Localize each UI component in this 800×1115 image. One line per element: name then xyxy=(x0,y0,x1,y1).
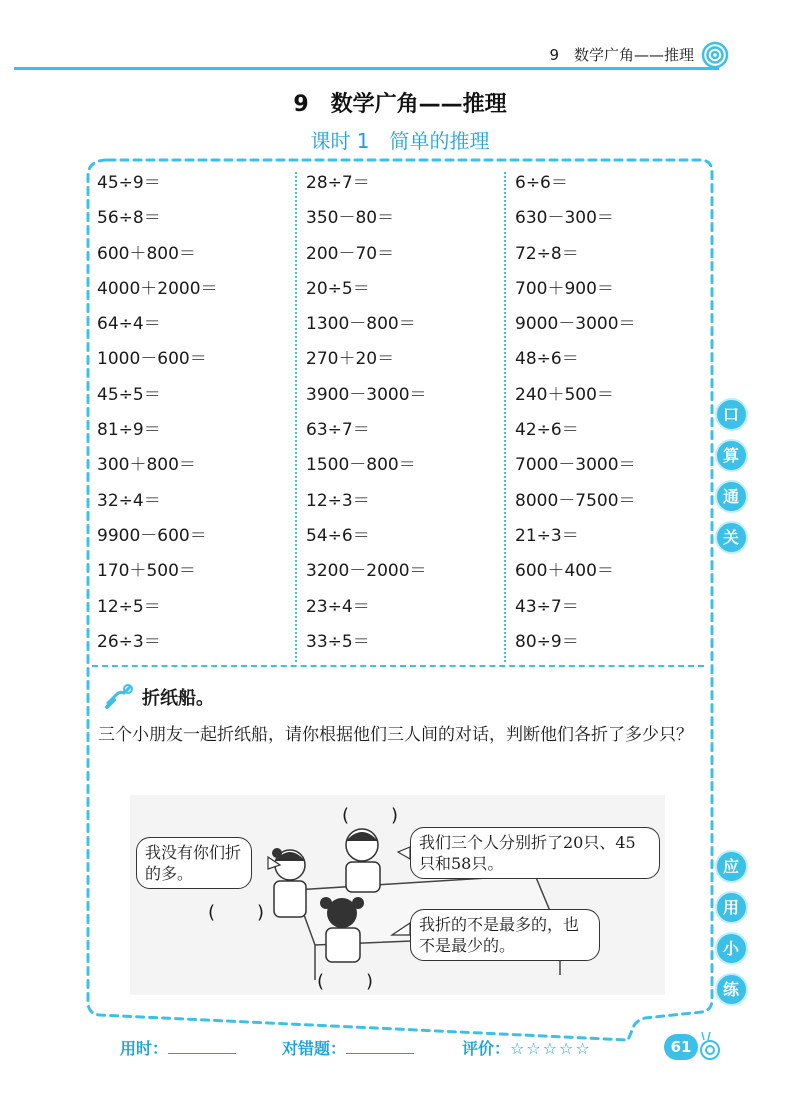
spiral-logo-icon xyxy=(700,40,730,70)
time-blank[interactable] xyxy=(168,1037,236,1054)
rating-stars[interactable]: ☆☆☆☆☆ xyxy=(510,1039,592,1058)
side-badge: 练 xyxy=(715,973,748,1006)
illustration xyxy=(130,795,665,995)
calc-problem: 3200－2000＝ xyxy=(306,561,427,582)
calc-problem: 9900－600＝ xyxy=(97,525,207,546)
calc-problem: 12÷5＝ xyxy=(97,596,161,617)
calc-problem: 240＋500＝ xyxy=(515,384,614,405)
answer-blank[interactable]: ( ) xyxy=(317,971,376,992)
calc-problem: 600＋800＝ xyxy=(97,243,196,264)
calc-problem: 1300－800＝ xyxy=(306,314,416,335)
calc-problem: 3900－3000＝ xyxy=(306,384,427,405)
side-badge: 应 xyxy=(715,850,748,883)
calc-problem: 43÷7＝ xyxy=(515,596,579,617)
side-label-apply xyxy=(713,850,749,1014)
snail-icon xyxy=(698,1030,722,1062)
calc-problem: 4000＋2000＝ xyxy=(97,278,218,299)
calc-problem: 20÷5＝ xyxy=(306,278,370,299)
answer-blank[interactable]: ( ) xyxy=(208,902,267,923)
calc-problem: 630－300＝ xyxy=(515,208,614,229)
calc-problem: 6÷6＝ xyxy=(515,173,568,193)
calc-problem: 8000－7500＝ xyxy=(515,490,636,511)
calc-problem: 32÷4＝ xyxy=(97,490,161,511)
calc-problem: 72÷8＝ xyxy=(515,243,579,264)
calc-problem: 80÷9＝ xyxy=(515,631,579,652)
calc-problem: 56÷8＝ xyxy=(97,208,161,229)
calc-problem: 42÷6＝ xyxy=(515,420,579,441)
side-badge: 小 xyxy=(715,932,748,965)
calc-problem: 1000－600＝ xyxy=(97,349,207,370)
footer-rating xyxy=(462,1036,592,1059)
calc-problem: 63÷7＝ xyxy=(306,420,370,441)
calc-problem: 45÷9＝ xyxy=(97,173,161,193)
calc-column-2 xyxy=(306,170,506,664)
side-badge: 通 xyxy=(715,480,748,513)
time-label: 用时： xyxy=(120,1039,169,1058)
calc-problem: 26÷3＝ xyxy=(97,631,161,652)
rating-label: 评价： xyxy=(462,1039,511,1058)
calc-column-3 xyxy=(515,170,715,664)
side-badge: 算 xyxy=(715,439,748,472)
speech-bubble-bottom: 我折的不是最多的，也不是最少的。 xyxy=(410,909,600,961)
footer-correct xyxy=(282,1036,414,1059)
pointing-hand-icon xyxy=(104,681,134,711)
correct-label: 对错题： xyxy=(282,1039,347,1058)
side-badge: 关 xyxy=(715,521,748,554)
calc-problem: 23÷4＝ xyxy=(306,596,370,617)
calc-problem: 45÷5＝ xyxy=(97,384,161,405)
calc-problem: 81÷9＝ xyxy=(97,420,161,441)
answer-blank[interactable]: ( ) xyxy=(342,805,401,826)
chapter-header: 9 数学广角——推理 xyxy=(549,46,694,64)
calc-problem: 33÷5＝ xyxy=(306,631,370,652)
calc-column-1 xyxy=(97,170,297,664)
calc-problem: 7000－3000＝ xyxy=(515,455,636,476)
calc-problem: 54÷6＝ xyxy=(306,525,370,546)
problem-text: 三个小朋友一起折纸船，请你根据他们三人间的对话，判断他们各折了多少只？ xyxy=(98,725,693,745)
calc-problem: 300＋800＝ xyxy=(97,455,196,476)
footer-time xyxy=(120,1036,236,1059)
lesson-subtitle: 课时 1 简单的推理 xyxy=(310,129,490,153)
calc-problem: 12÷3＝ xyxy=(306,490,370,511)
side-badge: 口 xyxy=(715,398,748,431)
calc-problem: 64÷4＝ xyxy=(97,314,161,335)
side-badge: 用 xyxy=(715,891,748,924)
page-title: 9 数学广角——推理 xyxy=(293,92,507,117)
calc-problem: 700＋900＝ xyxy=(515,278,614,299)
calc-problem: 21÷3＝ xyxy=(515,525,579,546)
calc-problem: 28÷7＝ xyxy=(306,173,370,193)
speech-bubble-left: 我没有你们折的多。 xyxy=(136,837,252,889)
page-number: 61 xyxy=(664,1034,698,1060)
header-rule xyxy=(14,67,719,70)
calc-problem: 170＋500＝ xyxy=(97,561,196,582)
correct-blank[interactable] xyxy=(346,1037,414,1054)
calc-problem: 350－80＝ xyxy=(306,208,395,229)
calc-problem: 270＋20＝ xyxy=(306,349,395,370)
calc-problem: 600＋400＝ xyxy=(515,561,614,582)
section-divider xyxy=(92,665,704,667)
calc-problem: 1500－800＝ xyxy=(306,455,416,476)
speech-bubble-top: 我们三个人分别折了20只、45只和58只。 xyxy=(410,827,660,879)
side-label-oral xyxy=(713,398,749,562)
application-title: 折纸船。 xyxy=(142,688,214,709)
calc-problem: 200－70＝ xyxy=(306,243,395,264)
calc-problem: 48÷6＝ xyxy=(515,349,579,370)
calc-problem: 9000－3000＝ xyxy=(515,314,636,335)
